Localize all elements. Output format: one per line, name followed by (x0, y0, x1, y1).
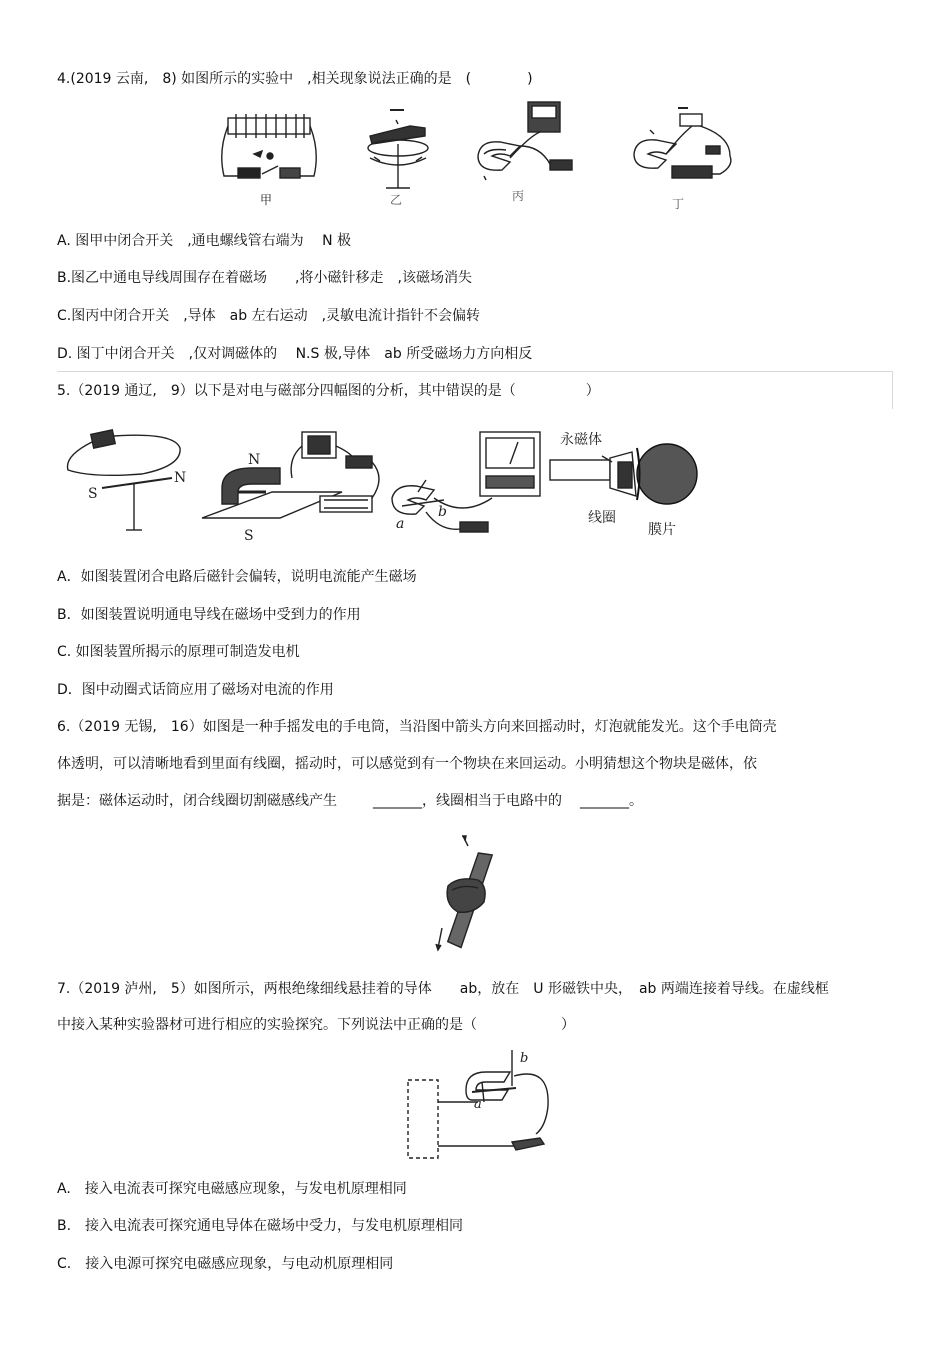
q6-line-3-start: 据是：磁体运动时，闭合线圈切割磁感线产生 (57, 793, 337, 809)
q6-line-3-end: 。 (629, 793, 643, 809)
q4-fig-bing-galvanometer (478, 102, 572, 180)
q4-stem: 4.(2019 云南, 8) 如图所示的实验中 ,相关现象说法正确的是 ( ) (57, 71, 533, 87)
q4-figures (210, 96, 750, 216)
q4-label-yi: 乙 (390, 193, 403, 207)
q4-label-jia: 甲 (260, 193, 273, 207)
q6-line-2: 体透明，可以清晰地看到里面有线圈，摇动时，可以感觉到有一个物块在来回运动。小明猜想这个物块是磁体，依 (57, 756, 757, 772)
q4-option-b: B.图乙中通电导线周围存在着磁场 ,将小磁针移走 ,该磁场消失 (57, 270, 472, 286)
q5-option-a: A．如图装置闭合电路后磁针会偏转，说明电流能产生磁场 (57, 569, 417, 585)
q6-line-3-mid: ，线圈相当于电路中的 (422, 793, 562, 809)
q7-line-2: 中接入某种实验器材可进行相应的实验探究。下列说法中正确的是（ ） (57, 1017, 575, 1033)
section-divider-edge (892, 371, 893, 409)
q5-fig-motor (202, 432, 379, 518)
q4-option-a: A. 图甲中闭合开关 ,通电螺线管右端为 N 极 (57, 233, 352, 249)
q4-fig-yi-wire-compass (368, 110, 428, 188)
q6-flashlight-svg (428, 832, 508, 954)
q4-option-c: C.图丙中闭合开关 ,导体 ab 左右运动 ,灵敏电流计指针不会偏转 (57, 308, 481, 324)
q7-dashed-box (408, 1080, 438, 1158)
q4-figure-svg (210, 96, 750, 216)
q7-switch (512, 1138, 544, 1150)
q5-label-coil: 线圈 (588, 510, 616, 526)
q5-label-n2: N (248, 452, 261, 468)
q6-line-1: 6.（2019 无锡, 16）如图是一种手摇发电的手电筒，当沿图中箭头方向来回摇动时，灯泡就能发光。这个手电筒壳 (57, 719, 777, 735)
q5-label-a: a (396, 516, 405, 532)
q5-label-magnet: 永磁体 (560, 432, 602, 448)
q5-option-c: C. 如图装置所揭示的原理可制造发电机 (57, 644, 300, 660)
q7-label-b: b (520, 1051, 529, 1066)
q7-u-magnet (466, 1072, 510, 1100)
q7-option-a: A. 接入电流表可探究电磁感应现象，与发电机原理相同 (57, 1181, 407, 1197)
q5-fig-generator (392, 432, 540, 532)
q5-label-s1: S (88, 486, 98, 502)
q7-label-a: a (474, 1097, 482, 1112)
q6-flashlight-figure (428, 832, 508, 954)
q7-figure-svg (400, 1046, 560, 1162)
q5-fig-oersted (68, 430, 181, 530)
q5-label-s2: S (244, 528, 254, 544)
q5-label-b: b (438, 504, 447, 520)
q6-blank-2[interactable]: _______ (580, 793, 629, 809)
q5-label-membrane: 膜片 (648, 522, 676, 538)
q5-stem: 5.（2019 通辽, 9）以下是对电与磁部分四幅图的分析，其中错误的是（ ） (57, 383, 600, 399)
q6-line-3 (57, 791, 643, 811)
q4-option-d: D. 图丁中闭合开关 ,仅对调磁体的 N.S 极,导体 ab 所受磁场力方向相反 (57, 346, 533, 362)
q5-option-d: D．图中动圈式话筒应用了磁场对电流的作用 (57, 682, 334, 698)
q5-figures (62, 418, 712, 546)
q5-fig-microphone (550, 444, 697, 504)
q4-label-ding: 丁 (672, 197, 685, 211)
q7-line-1: 7.（2019 泸州, 5）如图所示，两根绝缘细线悬挂着的导体 ab，放在 U 形磁铁中央， ab 两端连接着导线。在虚线框 (57, 981, 829, 997)
section-divider (57, 371, 893, 372)
q5-label-n1: N (174, 470, 187, 486)
q5-figure-svg (62, 418, 712, 546)
q7-option-b: B. 接入电流表可探究通电导体在磁场中受力，与发电机原理相同 (57, 1218, 464, 1234)
q7-figure (400, 1046, 560, 1162)
q5-option-b: B．如图装置说明通电导线在磁场中受到力的作用 (57, 607, 361, 623)
q4-label-bing: 丙 (512, 189, 525, 203)
q4-fig-jia-solenoid (222, 114, 317, 178)
q4-fig-ding-motor-setup (634, 108, 731, 178)
q7-option-c: C. 接入电源可探究电磁感应现象，与电动机原理相同 (57, 1256, 394, 1272)
q6-blank-1[interactable]: _______ (373, 793, 422, 809)
